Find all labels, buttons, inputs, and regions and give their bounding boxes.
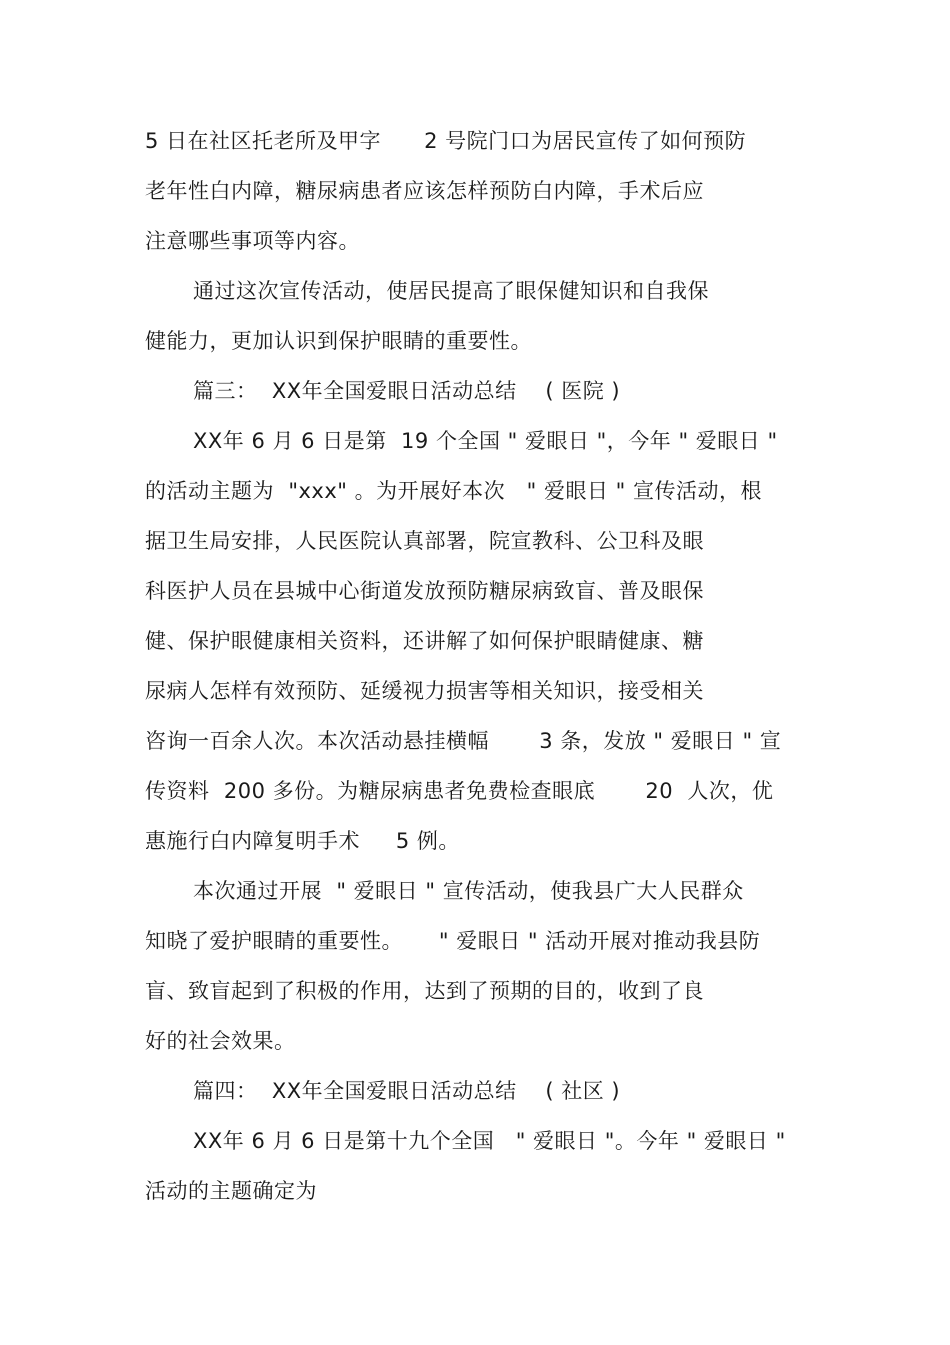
paragraph-start: XX年 6 月 6 日是第 19 个全国 " 爱眼日 "，今年 " 爱眼日 ": [193, 429, 778, 453]
text-line: 知晓了爱护眼睛的重要性。 " 爱眼日 " 活动开展对推动我县防: [145, 929, 761, 953]
text-line: 健能力，更加认识到保护眼睛的重要性。: [145, 329, 532, 353]
text-line: 咨询一百余人次。本次活动悬挂横幅 3 条，发放 " 爱眼日 " 宣: [145, 729, 782, 753]
text-line: 惠施行白内障复明手术 5 例。: [145, 829, 460, 853]
paragraph-start: 本次通过开展 " 爱眼日 " 宣传活动，使我县广大人民群众: [193, 879, 744, 903]
text-line: 好的社会效果。: [145, 1029, 296, 1053]
text-line: 5 日在社区托老所及甲字 2 号院门口为居民宣传了如何预防: [145, 129, 747, 153]
section-heading: 篇四： XX年全国爱眼日活动总结 ( 社区 ): [193, 1079, 621, 1103]
text-line: 的活动主题为 "xxx" 。为开展好本次 " 爱眼日 " 宣传活动，根: [145, 479, 762, 503]
text-line: 据卫生局安排，人民医院认真部署，院宣教科、公卫科及眼: [145, 529, 704, 553]
text-line: 活动的主题确定为: [145, 1179, 317, 1203]
text-line: 盲、致盲起到了积极的作用，达到了预期的目的，收到了良: [145, 979, 704, 1003]
text-line: 尿病人怎样有效预防、延缓视力损害等相关知识，接受相关: [145, 679, 704, 703]
text-line: 传资料 200 多份。为糖尿病患者免费检查眼底 20 人次，优: [145, 779, 774, 803]
text-line: 健、保护眼健康相关资料，还讲解了如何保护眼睛健康、糖: [145, 629, 704, 653]
text-line: 科医护人员在县城中心街道发放预防糖尿病致盲、普及眼保: [145, 579, 704, 603]
text-line: 老年性白内障，糖尿病患者应该怎样预防白内障，手术后应: [145, 179, 704, 203]
paragraph-start: 通过这次宣传活动，使居民提高了眼保健知识和自我保: [193, 279, 709, 303]
section-heading: 篇三： XX年全国爱眼日活动总结 ( 医院 ): [193, 379, 621, 403]
text-line: 注意哪些事项等内容。: [145, 229, 360, 253]
paragraph-start: XX年 6 月 6 日是第十九个全国 " 爱眼日 "。今年 " 爱眼日 ": [193, 1129, 786, 1153]
